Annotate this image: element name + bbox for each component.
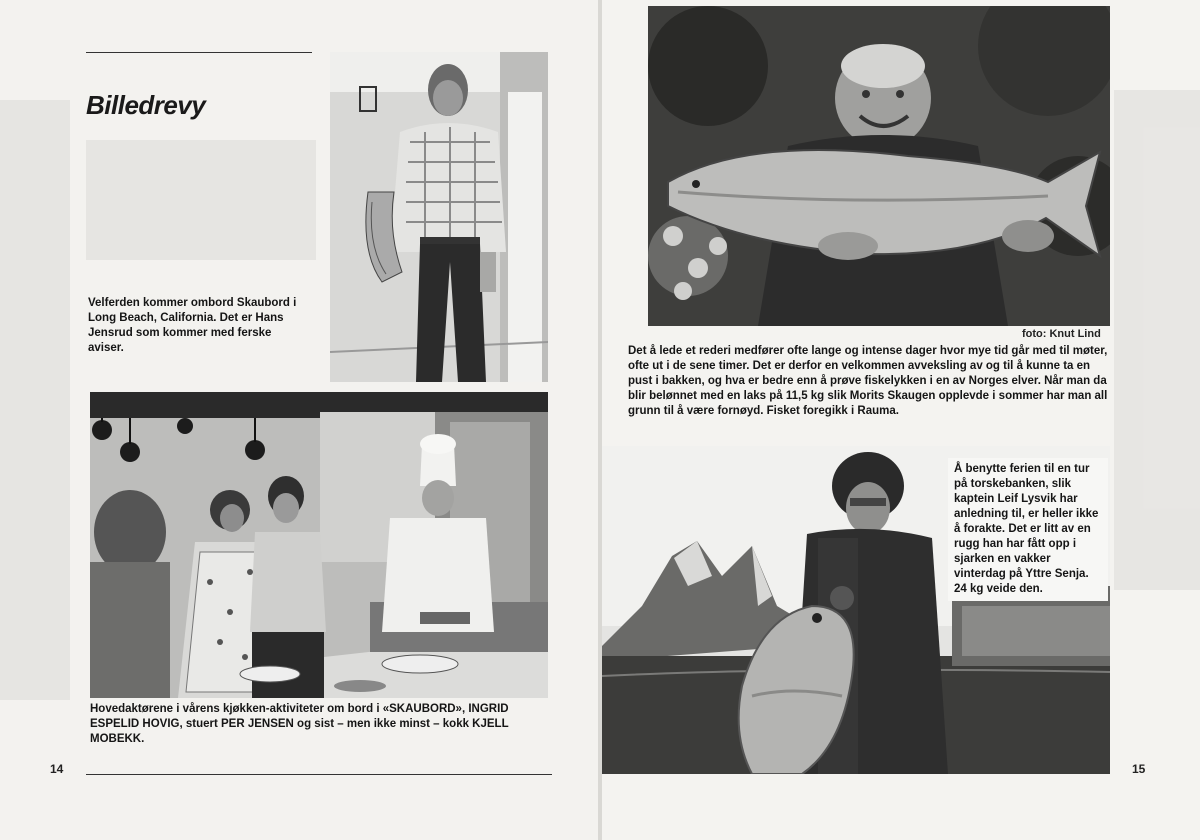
page-number: 15 bbox=[1132, 762, 1146, 776]
photo-credit: foto: Knut Lind bbox=[1022, 328, 1101, 340]
photo-galley-crew bbox=[90, 392, 548, 698]
bleed-through-shadow bbox=[86, 140, 316, 260]
bleed-through-shadow bbox=[0, 100, 70, 700]
page-number: 14 bbox=[50, 762, 64, 776]
caption-newspaper-delivery: Velferden kommer ombord Skaubord i Long Beach, California. Det er Hans Jensrud som kommer med ferske aviser. bbox=[88, 297, 297, 354]
section-title: Billedrevy bbox=[86, 90, 206, 120]
left-page bbox=[0, 0, 598, 840]
photo-salmon-catch bbox=[648, 6, 1110, 326]
caption-salmon-catch: Det å lede et rederi medfører ofte lange og intense dager hvor mye tid går med til møter, ofte ut i de sene timer. Det er derfor en velkommen avveksling av og til å kunne ta en pust i bakken, og hva er bedre enn å prøve fiskelykken i en av Norges elver. Når man da blir belønnet med en laks på 11,5 kg slik Morits Skaugen opplevde i sommer har man all grunn til å være fornøyd. Fisket foregikk i Rauma. bbox=[628, 345, 1108, 417]
photo-newspaper-delivery bbox=[330, 52, 548, 382]
top-rule bbox=[86, 52, 312, 53]
bleed-through-shadow bbox=[1114, 90, 1200, 590]
caption-galley-crew: Hovedaktørene i vårens kjøkken-aktiviteter om bord i «SKAUBORD», INGRID ESPELID HOVIG, stuert PER JENSEN og sist – men ikke minst – kokk KJELL MOBEKK. bbox=[90, 703, 509, 745]
right-page bbox=[602, 0, 1200, 840]
bottom-rule bbox=[86, 774, 552, 775]
caption-cod-catch: Å benytte ferien til en tur på torskebanken, slik kaptein Leif Lysvik har anledning til, er heller ikke å forakte. Det er litt av en rugg han har fått opp i sjarken en vakker vinterdag på Yttre Senja. 24 kg veide den. bbox=[948, 458, 1108, 601]
